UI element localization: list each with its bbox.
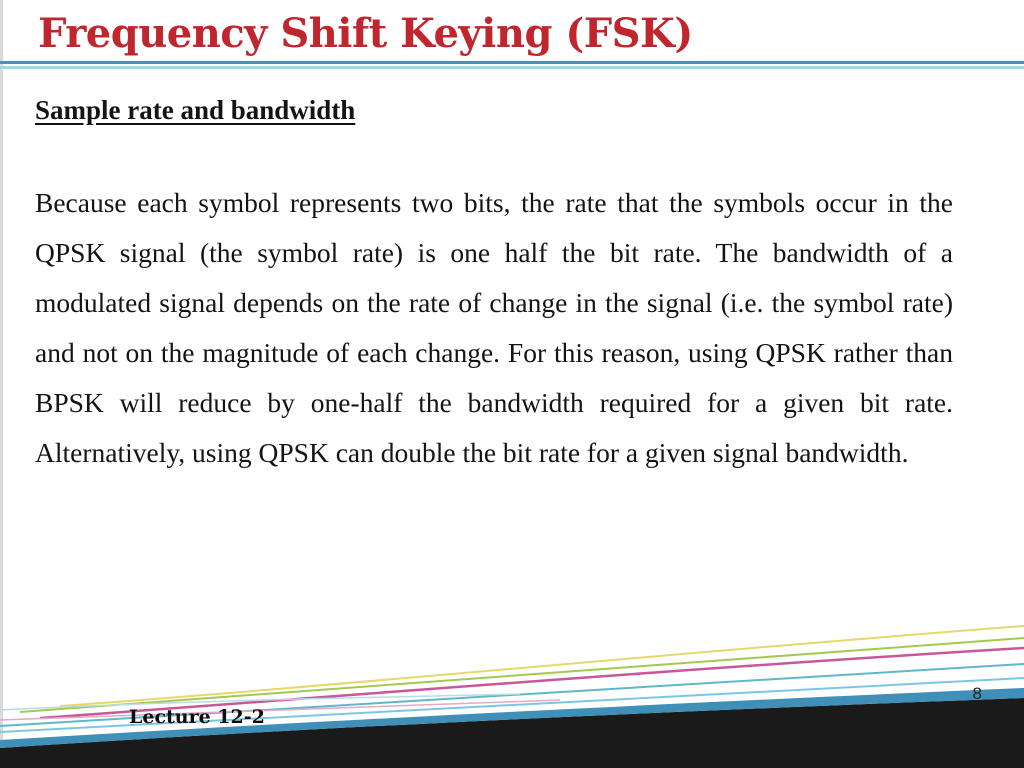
footer-lecture-label: Lecture 12-2 <box>129 706 265 728</box>
title-underline-light <box>0 66 1024 69</box>
section-heading: Sample rate and bandwidth <box>35 95 356 125</box>
slide-title: Frequency Shift Keying (FSK) <box>38 10 693 57</box>
page-number: 8 <box>972 684 982 703</box>
slide-content <box>35 90 953 478</box>
decorative-swoosh <box>0 600 1024 768</box>
title-underline-dark <box>0 61 1024 64</box>
body-paragraph: Because each symbol represents two bits, the rate that the symbols occur in the QPSK signal (the symbol rate) is one half the bit rate. The bandwidth of a modulated signal depends on the rate of change in the signal (i.e. the symbol rate) and not on the magnitude of each change. For this reason, using QPSK rather than BPSK will reduce by one-half the bandwidth required for a given bit rate. Alternatively, using QPSK can double the bit rate for a given signal bandwidth. <box>35 187 953 468</box>
